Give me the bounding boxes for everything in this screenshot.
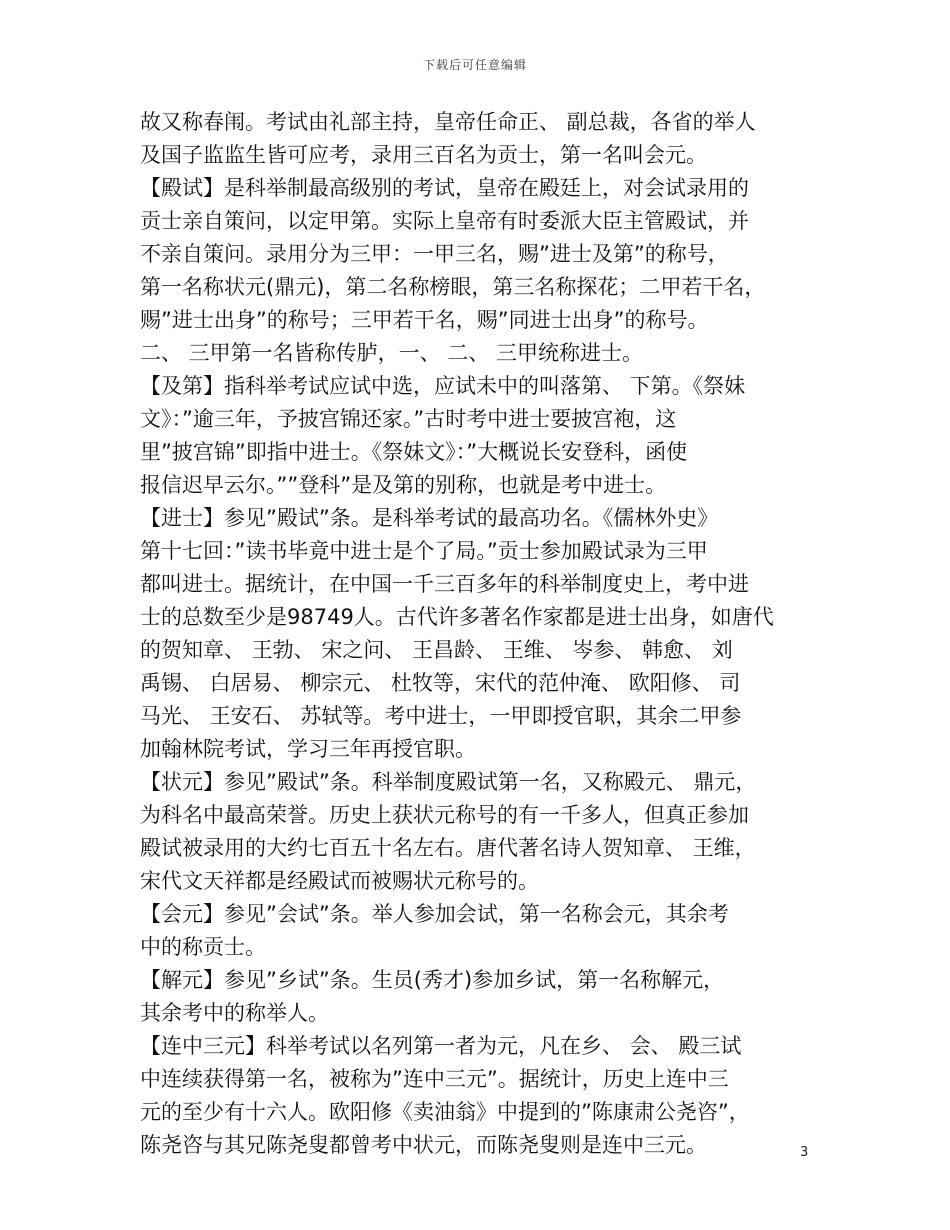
text-line: 二、 三甲第一名皆称传胪，一、 二、 三甲统称进士。 bbox=[140, 341, 644, 365]
text-line: 中连续获得第一名，被称为”连中三元”。据统计，历史上连中三 bbox=[140, 1067, 729, 1091]
text-line: 【连中三元】科举考试以名列第一者为元，凡在乡、 会、 殿三试 bbox=[140, 1034, 742, 1058]
text-line: 其余考中的称举人。 bbox=[140, 1001, 329, 1025]
text-line: 元的至少有十六人。欧阳修《卖油翁》中提到的”陈康肃公尧咨”， bbox=[140, 1100, 750, 1124]
text-line: 【会元】参见”会试”条。举人参加会试，第一名称会元，其余考 bbox=[140, 902, 729, 926]
document-body bbox=[140, 106, 820, 1162]
text-line: 不亲自策问。录用分为三甲：一甲三名，赐”进士及第”的称号， bbox=[140, 242, 729, 266]
text-line: 殿试被录用的大约七百五十名左右。唐代著名诗人贺知章、 王维， bbox=[140, 836, 756, 860]
text-line: 第十七回：”读书毕竟中进士是个了局。”贡士参加殿试录为三甲 bbox=[140, 539, 708, 563]
text-line: 加翰林院考试，学习三年再授官职。 bbox=[140, 737, 476, 761]
text-line: 报信迟早云尔。””登科”是及第的别称，也就是考中进士。 bbox=[140, 473, 667, 497]
text-line: 马光、 王安石、 苏轼等。考中进士，一甲即授官职，其余二甲参 bbox=[140, 704, 742, 728]
text-line: 的贺知章、 王勃、 宋之问、 王昌龄、 王维、 岑参、 韩愈、 刘 bbox=[140, 638, 733, 662]
page-header: 下载后可任意编辑 bbox=[422, 58, 527, 72]
text-line: 中的称贡士。 bbox=[140, 935, 266, 959]
text-line: 为科名中最高荣誉。历史上获状元称号的有一千多人，但真正参加 bbox=[140, 803, 749, 827]
text-line: 【殿试】是科举制最高级别的考试，皇帝在殿廷上，对会试录用的 bbox=[140, 176, 749, 200]
text-line: 赐”进士出身”的称号；三甲若干名，赐”同进士出身”的称号。 bbox=[140, 308, 709, 332]
text-line: 文》：”逾三年，予披宫锦还家。”古时考中进士要披宫袍，这 bbox=[140, 407, 677, 431]
text-line: 【解元】参见”乡试”条。生员(秀才)参加乡试，第一名称解元， bbox=[140, 968, 725, 992]
text-line: 故又称春闱。考试由礼部主持，皇帝任命正、 副总裁，各省的举人 bbox=[140, 110, 756, 134]
text-line: 都叫进士。据统计，在中国一千三百多年的科举制度史上，考中进 bbox=[140, 572, 749, 596]
text-line: 士的总数至少是98749人。古代许多著名作家都是进士出身，如唐代 bbox=[140, 605, 774, 629]
text-line: 【及第】指科举考试应试中选，应试未中的叫落第、 下第。《祭妹 bbox=[140, 374, 746, 398]
page-number: 3 bbox=[800, 1145, 809, 1160]
text-line: 第一名称状元(鼎元)，第二名称榜眼，第三名称探花；二甲若干名， bbox=[140, 275, 766, 299]
text-line: 【进士】参见”殿试”条。是科举考试的最高功名。《儒林外史》 bbox=[140, 506, 719, 530]
text-line: 里”披宫锦”即指中进士。《祭妹文》：”大概说长安登科，函使 bbox=[140, 440, 688, 464]
text-line: 陈尧咨与其兄陈尧叟都曾考中状元，而陈尧叟则是连中三元。 bbox=[140, 1133, 707, 1157]
text-line: 【状元】参见”殿试”条。科举制度殿试第一名，又称殿元、 鼎元， bbox=[140, 770, 757, 794]
text-line: 宋代文天祥都是经殿试而被赐状元称号的。 bbox=[140, 869, 539, 893]
text-line: 贡士亲自策问，以定甲第。实际上皇帝有时委派大臣主管殿试，并 bbox=[140, 209, 749, 233]
text-line: 禹锡、 白居易、 柳宗元、 杜牧等，宋代的范仲淹、 欧阳修、 司 bbox=[140, 671, 741, 695]
text-line: 及国子监监生皆可应考，录用三百名为贡士，第一名叫会元。 bbox=[140, 143, 707, 167]
